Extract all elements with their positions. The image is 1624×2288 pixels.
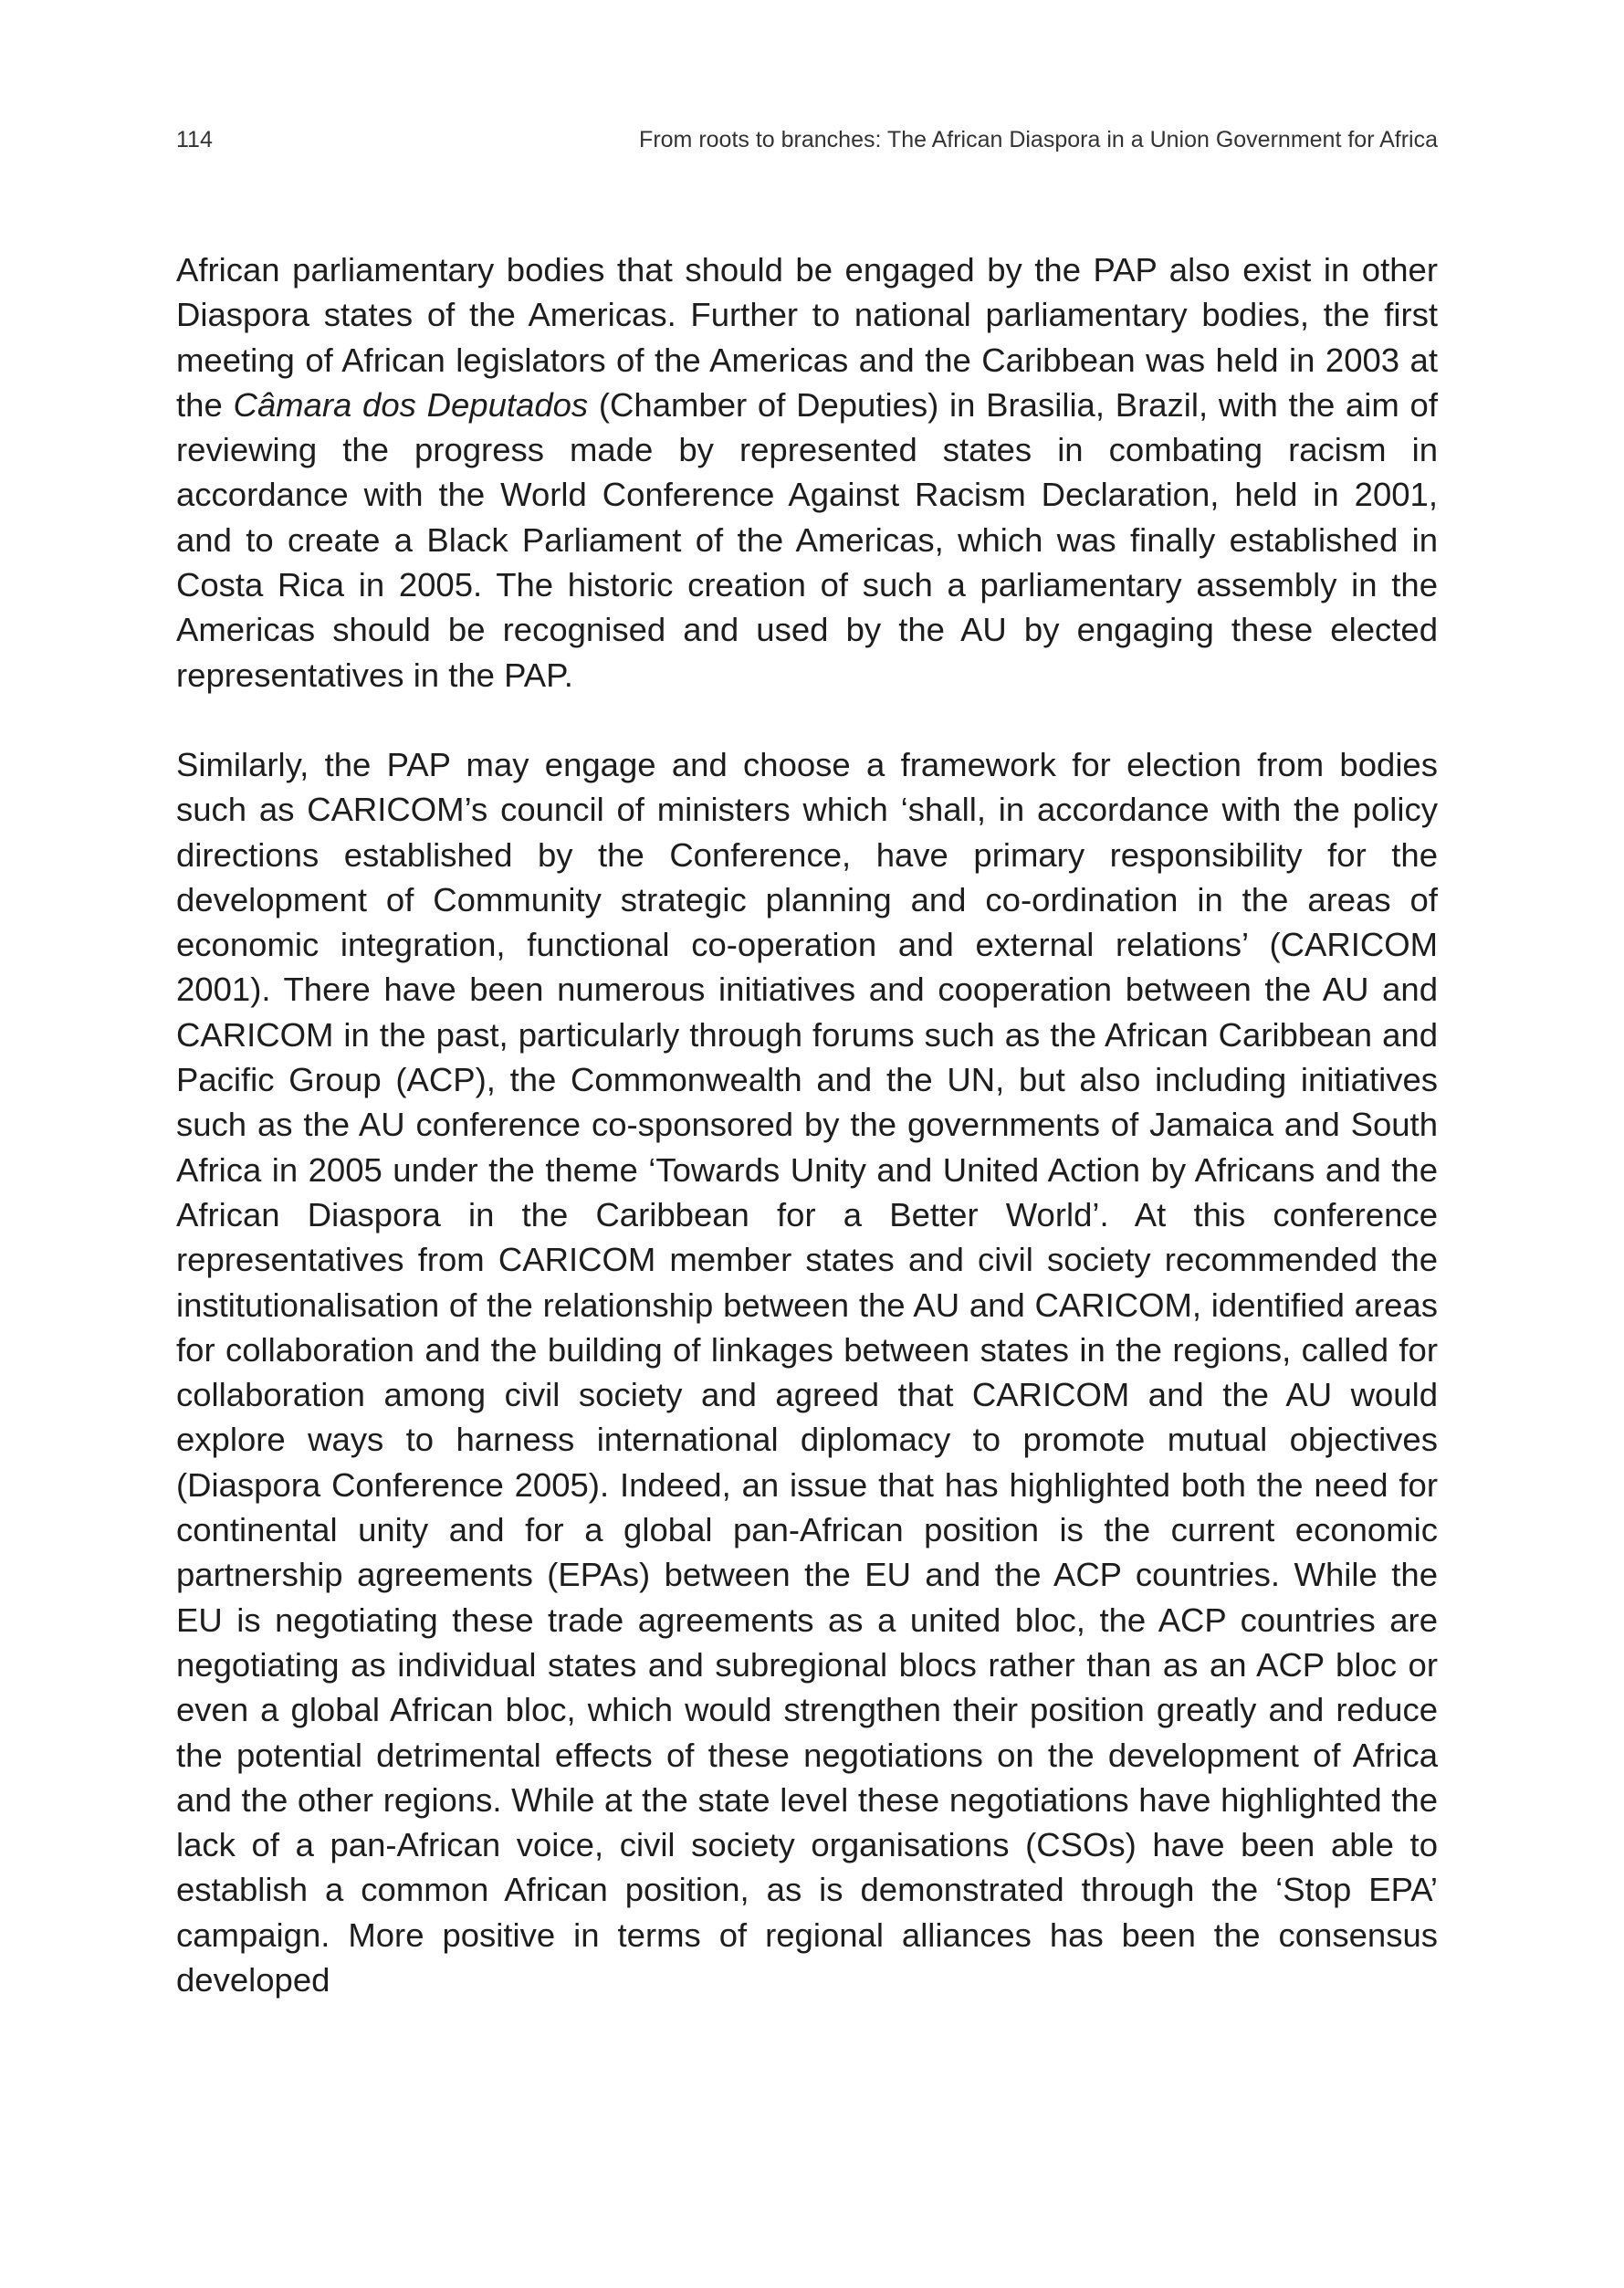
paragraph-1 (176, 247, 1438, 698)
running-header (176, 121, 1438, 158)
page-number: 114 (176, 127, 213, 152)
body-text (176, 247, 1438, 2002)
paragraph-1-text-after: (Chamber of Deputies) in Brasilia, Brazil, with the aim of reviewing the progress made by represented states in combating racism in accordance with the World Conference Against Racism Declaration, held in 2001, and to create a Black Parliament of the Americas, which was finally established in Costa Rica in 2005. The historic creation of such a parliamentary assembly in the Americas should be recognised and used by the AU by engaging these elected representatives in the PAP. (176, 385, 1438, 694)
paragraph-2: Similarly, the PAP may engage and choose a framework for election from bodies such as CARICOM’s council of ministers which ‘shall, in accordance with the policy directions established by the Conference, have primary responsibility for the development of Community strategic planning and co-ordination in the areas of economic integration, functional co-operation and external relations’ (CARICOM 2001). There have been numerous initiatives and cooperation between the AU and CARICOM in the past, particularly through forums such as the African Caribbean and Pacific Group (ACP), the Commonwealth and the UN, but also including initiatives such as the AU conference co-sponsored by the governments of Jamaica and South Africa in 2005 under the theme ‘Towards Unity and United Action by Africans and the African Diaspora in the Caribbean for a Better World’. At this conference representatives from CARICOM member states and civil society recommended the institutionalisation of the relationship between the AU and CARICOM, identified areas for collaboration and the building of linkages between states in the regions, called for collaboration among civil society and agreed that CARICOM and the AU would explore ways to harness international diplomacy to promote mutual objectives (Diaspora Conference 2005). Indeed, an issue that has highlighted both the need for continental unity and for a global pan-African position is the current economic partnership agreements (EPAs) between the EU and the ACP countries. While the EU is negotiating these trade agreements as a united bloc, the ACP countries are negotiating as individual states and subregional blocs rather than as an ACP bloc or even a global African bloc, which would strengthen their position greatly and reduce the potential detrimental effects of these negotiations on the development of Africa and the other regions. While at the state level these negotiations have highlighted the lack of a pan-African voice, civil society organisations (CSOs) have been able to establish a common African position, as is demonstrated through the ‘Stop EPA’ campaign. More positive in terms of regional alliances has been the consensus developed (176, 745, 1438, 1999)
running-title: From roots to branches: The African Diaspora in a Union Government for Africa (639, 127, 1438, 152)
paragraph-1-italic-term: Câmara dos Deputados (233, 385, 589, 424)
paragraph-1-text-before: African parliamentary bodies that should be engaged by the PAP also exist in other Diaspora states of the Americas. Further to national parliamentary bodies, the first meeting of African legislators of the Americas and the Caribbean was held in 2003 at the (176, 251, 1438, 424)
